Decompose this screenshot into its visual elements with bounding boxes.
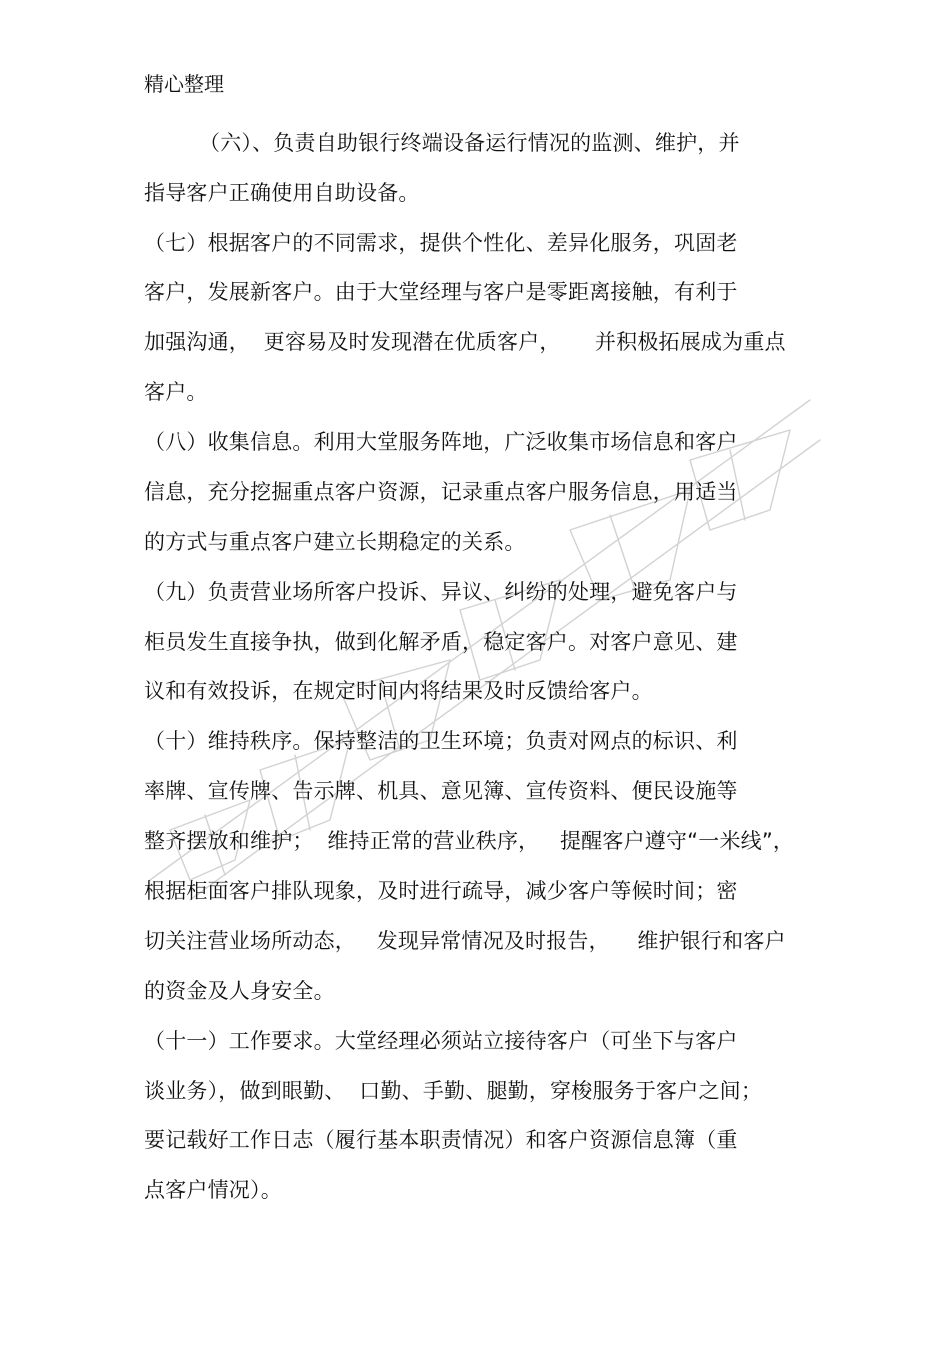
text-line: 加强沟通， 更容易及时发现潜在优质客户， 并积极拓展成为重点	[144, 330, 786, 354]
text-line: 率牌、宣传牌、告示牌、机具、意见簿、宣传资料、便民设施等	[144, 779, 738, 803]
text-line: （九）负责营业场所客户投诉、异议、纠纷的处理，避免客户与	[144, 580, 738, 604]
text-line: 切关注营业场所动态， 发现异常情况及时报告， 维护银行和客户	[144, 929, 786, 953]
text-line: 的方式与重点客户建立长期稳定的关系。	[144, 530, 526, 554]
text-line: （六）、负责自助银行终端设备运行情况的监测、维护，并	[144, 131, 740, 155]
text-line: （十一）工作要求。大堂经理必须站立接待客户（可坐下与客户	[144, 1029, 738, 1053]
text-line: 的资金及人身安全。	[144, 979, 335, 1003]
text-line: 议和有效投诉，在规定时间内将结果及时反馈给客户。	[144, 679, 653, 703]
text-line: （八）收集信息。利用大堂服务阵地，广泛收集市场信息和客户	[144, 430, 738, 454]
text-line: 根据柜面客户排队现象，及时进行疏导，减少客户等候时间；密	[144, 879, 738, 903]
text-line: （十）维持秩序。保持整洁的卫生环境；负责对网点的标识、利	[144, 729, 738, 753]
text-line: 要记载好工作日志（履行基本职责情况）和客户资源信息簿（重	[144, 1128, 738, 1152]
text-line: 指导客户正确使用自助设备。	[144, 181, 420, 205]
page-header: 精心整理	[144, 72, 224, 96]
text-line: 客户。	[144, 380, 208, 404]
text-line: 柜员发生直接争执，做到化解矛盾，稳定客户。对客户意见、建	[144, 630, 738, 654]
text-line: 客户，发展新客户。由于大堂经理与客户是零距离接触，有利于	[144, 280, 738, 304]
text-line: 点客户情况）。	[144, 1178, 282, 1202]
text-line: （七）根据客户的不同需求，提供个性化、差异化服务，巩固老	[144, 231, 738, 255]
text-line: 谈业务），做到眼勤、 口勤、手勤、腿勤，穿梭服务于客户之间；	[144, 1079, 763, 1103]
text-line: 整齐摆放和维护； 维持正常的营业秩序， 提醒客户遵守“一米线”，	[144, 829, 795, 853]
text-line: 信息，充分挖掘重点客户资源，记录重点客户服务信息，用适当	[144, 480, 738, 504]
